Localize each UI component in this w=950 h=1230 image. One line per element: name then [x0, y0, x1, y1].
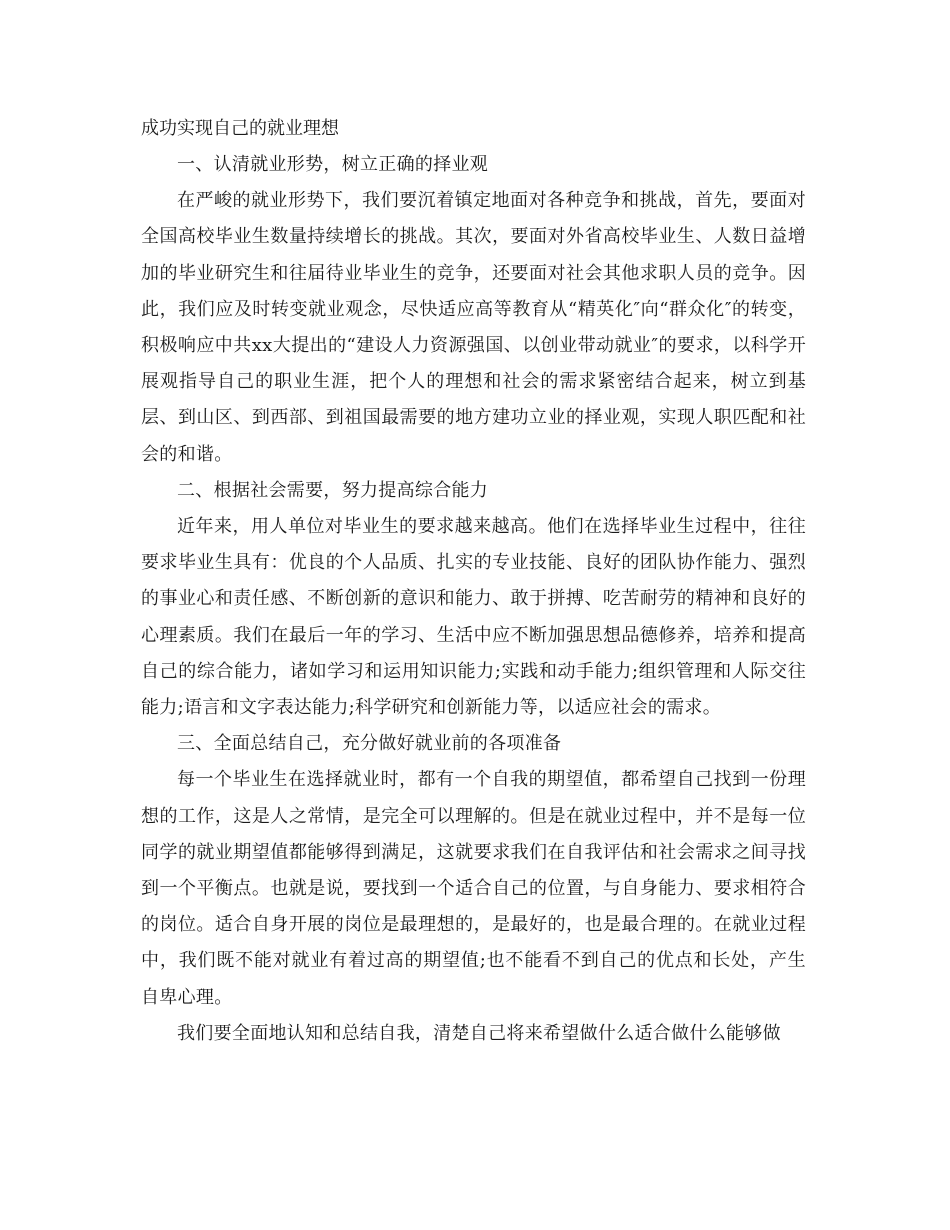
section-heading: 三、全面总结自己，充分做好就业前的各项准备: [177, 733, 562, 755]
section-3: [141, 726, 806, 1052]
document-title: 成功实现自己的就业理想: [141, 118, 339, 139]
paragraph: 我们要全面地认知和总结自我，清楚自己将来希望做什么适合做什么能够做: [177, 1022, 781, 1044]
section-1: [141, 147, 806, 473]
paragraph: 在严峻的就业形势下，我们要沉着镇定地面对各种竞争和挑战，首先，要面对全国高校毕业生数量持续增长的挑战。其次，要面对外省高校毕业生、人数日益增加的毕业研究生和往届待业毕业生的竞争，还要面对社会其他求职人员的竞争。因此，我们应及时转变就业观念，尽快适应高等教育从“精英化″向“群众化″的转变，积极响应中共xx大提出的“建设人力资源强国、以创业带动就业″的要求，以科学开展观指导自己的职业生涯，把个人的理想和社会的需求紧密结合起来，树立到基层、到山区、到西部、到祖国最需要的地方建功立业的择业观，实现人职匹配和社会的和谐。: [141, 190, 806, 465]
section-2: [141, 473, 806, 726]
section-heading: 二、根据社会需要，努力提高综合能力: [177, 479, 489, 501]
section-heading: 一、认清就业形势，树立正确的择业观: [177, 154, 489, 175]
paragraph: 每一个毕业生在选择就业时，都有一个自我的期望值，都希望自己找到一份理想的工作，这是人之常情，是完全可以理解的。但是在就业过程中，并不是每一位同学的就业期望值都能够得到满足，这就要求我们在自我评估和社会需求之间寻找到一个平衡点。也就是说，要找到一个适合自己的位置，与自身能力、要求相符合的岗位。适合自身开展的岗位是最理想的，是最好的，也是最合理的。在就业过程中，我们既不能对就业有着过高的期望值;也不能看不到自己的优点和长处，产生自卑心理。: [141, 769, 806, 1008]
paragraph: 近年来，用人单位对毕业生的要求越来越高。他们在选择毕业生过程中，往往要求毕业生具有：优良的个人品质、扎实的专业技能、良好的团队协作能力、强烈的事业心和责任感、不断创新的意识和能力、敢于拼搏、吃苦耐劳的精神和良好的心理素质。我们在最后一年的学习、生活中应不断加强思想品德修养，培养和提高自己的综合能力，诸如学习和运用知识能力;实践和动手能力;组织管理和人际交往能力;语言和文字表达能力;科学研究和创新能力等，以适应社会的需求。: [141, 516, 806, 719]
document-body: [141, 147, 806, 1052]
